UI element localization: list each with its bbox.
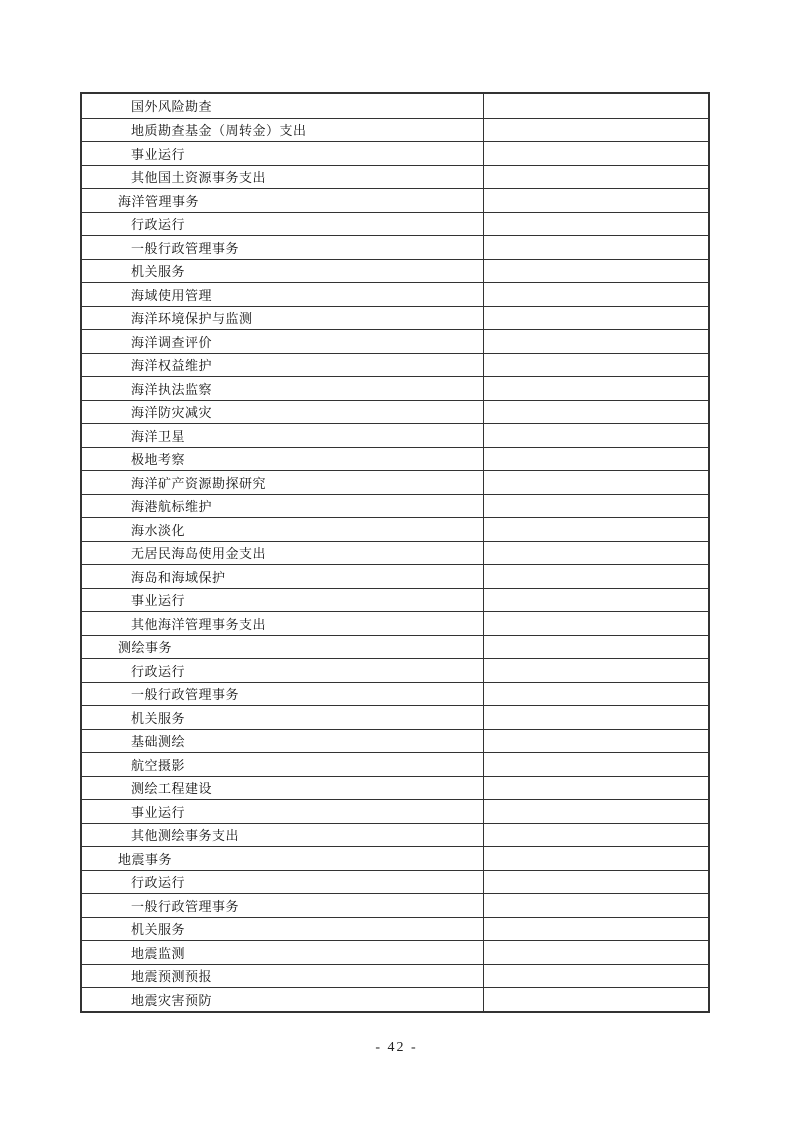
- row-label: 事业运行: [131, 593, 186, 609]
- row-label: 海洋防灾减灾: [131, 405, 213, 421]
- row-label: 国外风险勘查: [131, 99, 213, 115]
- row-label: 测绘工程建设: [131, 781, 213, 797]
- table-row: [82, 353, 708, 377]
- row-label: 地震预测预报: [131, 969, 213, 985]
- row-value: [483, 189, 708, 212]
- row-value: [483, 659, 708, 682]
- row-label: 海洋环境保护与监测: [131, 311, 253, 327]
- row-value: [483, 377, 708, 400]
- table-row: [82, 494, 708, 518]
- table-row: [82, 987, 708, 1011]
- row-label: 海洋调查评价: [131, 334, 213, 350]
- row-label: 海洋权益维护: [131, 358, 213, 374]
- row-value: [483, 612, 708, 635]
- table-row: [82, 306, 708, 330]
- row-label: 海岛和海域保护: [131, 569, 226, 585]
- row-label: 地震事务: [118, 851, 173, 867]
- table-row: [82, 259, 708, 283]
- row-label: 海港航标维护: [131, 499, 213, 515]
- row-value: [483, 941, 708, 964]
- row-label: 海洋矿产资源勘探研究: [131, 475, 267, 491]
- table-row: [82, 282, 708, 306]
- row-value: [483, 283, 708, 306]
- row-value: [483, 847, 708, 870]
- row-value: [483, 683, 708, 706]
- row-label: 航空摄影: [131, 757, 186, 773]
- row-label: 海域使用管理: [131, 287, 213, 303]
- row-value: [483, 94, 708, 118]
- table-row: [82, 447, 708, 471]
- table-row: [82, 611, 708, 635]
- table-row: [82, 235, 708, 259]
- row-value: [483, 965, 708, 988]
- row-label: 一般行政管理事务: [131, 687, 240, 703]
- row-value: [483, 706, 708, 729]
- table-row: [82, 658, 708, 682]
- table-row: [82, 823, 708, 847]
- table-row: [82, 212, 708, 236]
- row-label: 机关服务: [131, 922, 186, 938]
- row-value: [483, 213, 708, 236]
- table-row: [82, 376, 708, 400]
- row-label: 行政运行: [131, 663, 186, 679]
- table-row: [82, 893, 708, 917]
- row-label: 地震灾害预防: [131, 992, 213, 1008]
- table-row: [82, 188, 708, 212]
- row-value: [483, 142, 708, 165]
- row-value: [483, 166, 708, 189]
- table-row: [82, 776, 708, 800]
- row-value: [483, 307, 708, 330]
- table-row: [82, 141, 708, 165]
- row-label: 事业运行: [131, 804, 186, 820]
- table-row: [82, 564, 708, 588]
- table-row: [82, 729, 708, 753]
- row-value: [483, 589, 708, 612]
- table-row: [82, 705, 708, 729]
- table-row: [82, 329, 708, 353]
- row-label: 其他测绘事务支出: [131, 828, 240, 844]
- row-value: [483, 495, 708, 518]
- row-label: 地质勘查基金（周转金）支出: [131, 123, 307, 139]
- table-row: [82, 799, 708, 823]
- row-label: 海洋卫星: [131, 428, 186, 444]
- row-value: [483, 542, 708, 565]
- row-label: 机关服务: [131, 264, 186, 280]
- table-row: [82, 588, 708, 612]
- table-row: [82, 846, 708, 870]
- table-row: [82, 94, 708, 118]
- row-value: [483, 800, 708, 823]
- table-row: [82, 940, 708, 964]
- row-value: [483, 260, 708, 283]
- table-row: [82, 752, 708, 776]
- row-label: 其他国土资源事务支出: [131, 170, 267, 186]
- row-label: 测绘事务: [118, 640, 173, 656]
- row-label: 行政运行: [131, 217, 186, 233]
- row-label: 事业运行: [131, 146, 186, 162]
- table-row: [82, 423, 708, 447]
- row-value: [483, 988, 708, 1011]
- row-label: 机关服务: [131, 710, 186, 726]
- row-value: [483, 565, 708, 588]
- row-label: 一般行政管理事务: [131, 240, 240, 256]
- table-row: [82, 917, 708, 941]
- row-value: [483, 730, 708, 753]
- row-value: [483, 777, 708, 800]
- table-row: [82, 400, 708, 424]
- row-value: [483, 330, 708, 353]
- row-value: [483, 471, 708, 494]
- row-label: 海洋执法监察: [131, 381, 213, 397]
- row-value: [483, 448, 708, 471]
- row-value: [483, 918, 708, 941]
- row-label: 极地考察: [131, 452, 186, 468]
- row-label: 一般行政管理事务: [131, 898, 240, 914]
- row-value: [483, 824, 708, 847]
- row-label: 无居民海岛使用金支出: [131, 546, 267, 562]
- row-value: [483, 401, 708, 424]
- row-value: [483, 236, 708, 259]
- page-number: - 42 -: [375, 1040, 418, 1055]
- row-label: 地震监测: [131, 945, 186, 961]
- row-value: [483, 354, 708, 377]
- table-row: [82, 517, 708, 541]
- row-label: 海水淡化: [131, 522, 186, 538]
- row-label: 基础测绘: [131, 734, 186, 750]
- row-value: [483, 424, 708, 447]
- table-row: [82, 682, 708, 706]
- row-value: [483, 518, 708, 541]
- row-label: 其他海洋管理事务支出: [131, 616, 267, 632]
- row-value: [483, 753, 708, 776]
- row-value: [483, 119, 708, 142]
- budget-table: [80, 92, 710, 1013]
- row-value: [483, 871, 708, 894]
- row-label: 行政运行: [131, 875, 186, 891]
- row-value: [483, 894, 708, 917]
- row-label: 海洋管理事务: [118, 193, 200, 209]
- table-row: [82, 870, 708, 894]
- row-value: [483, 636, 708, 659]
- table-row: [82, 541, 708, 565]
- table-row: [82, 964, 708, 988]
- table-row: [82, 118, 708, 142]
- table-row: [82, 470, 708, 494]
- table-row: [82, 165, 708, 189]
- table-row: [82, 635, 708, 659]
